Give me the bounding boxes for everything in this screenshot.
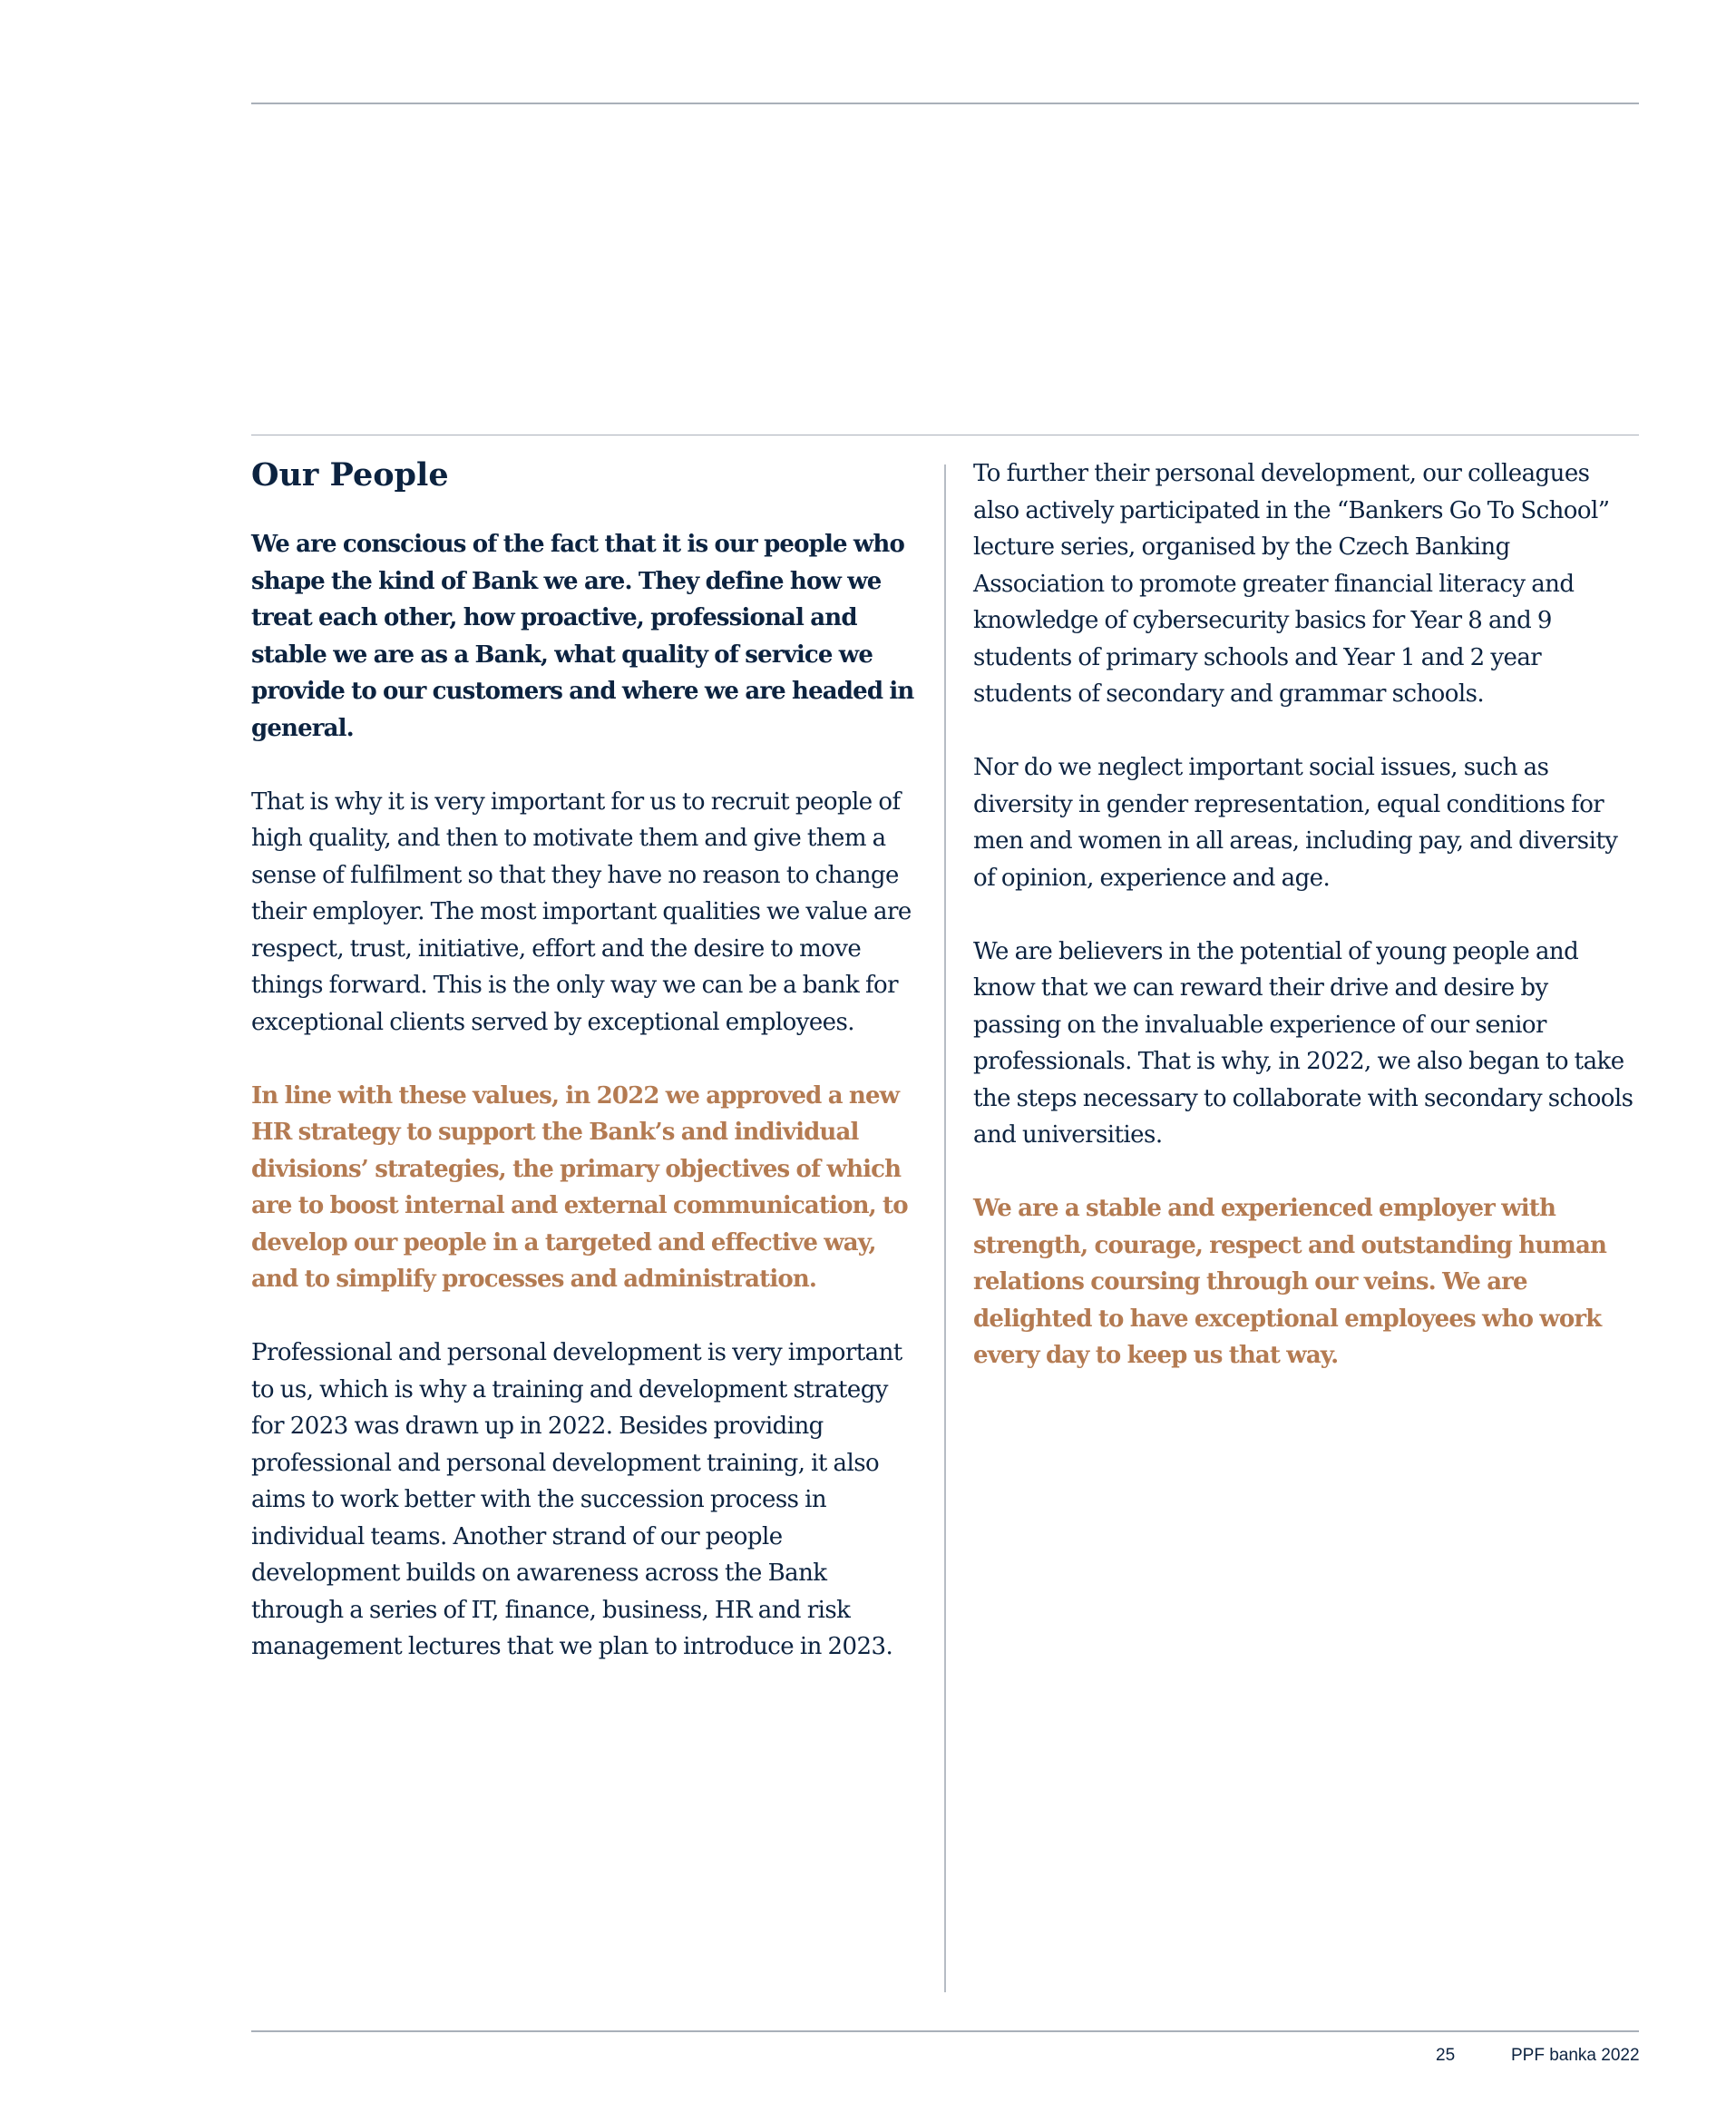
right-column [973,454,1640,1411]
publication-name: PPF banka 2022 [1511,2046,1640,2065]
left-column [251,454,918,1702]
development-paragraph: Professional and personal development is very important to us, which is why a training and development strategy for 2023 was drawn up in 2022. Besides providing professional and personal development training, it also aims to work better with the succession process in individual teams. Another strand of our people development builds on awareness across the Bank through a series of IT, finance, business, HR and risk management lectures that we plan to introduce in 2023. [251,1339,902,1660]
page-number: 25 [1436,2046,1456,2065]
social-issues-paragraph: Nor do we neglect important social issues, such as diversity in gender representation, equal conditions for men and women in all areas, including pay, and diversity of opinion, experience and age. [973,754,1618,892]
young-people-paragraph: We are believers in the potential of young people and know that we can reward their drive and desire by passing on the invaluable experience of our senior professionals. That is why, in 2022, we also began to take the steps necessary to collaborate with secondary schools and universities. [973,937,1634,1149]
employer-highlight: We are a stable and experienced employer with strength, courage, respect and outstanding human relations coursing through our veins. We are delighted to have exceptional employees who work every day to keep us that way. [973,1195,1607,1369]
hr-strategy-highlight: In line with these values, in 2022 we approved a new HR strategy to support the Bank’s and individual divisions’ strategies, the primary objectives of which are to boost internal and external communication, to develop our people in a targeted and effective way, and to simplify processes and administration. [251,1081,908,1293]
section-title: Our People [251,456,449,494]
lead-paragraph: We are conscious of the fact that it is our people who shape the kind of Bank we are. They define how we treat each other, how proactive, professional and stable we are as a Bank, what quality of service we provide to our customers and where we are headed in general. [251,531,914,742]
bankers-go-to-school-paragraph: To further their personal development, our colleagues also actively participated in the “Bankers Go To School” lecture series, organised by the Czech Banking Association to promote greater financial literacy and knowledge of cybersecurity basics for Year 8 and 9 students of primary schools and Year 1 and 2 year students of secondary and grammar schools. [973,460,1610,708]
top-rule [251,103,1639,104]
recruitment-paragraph: That is why it is very important for us to recruit people of high quality, and then to motivate them and give them a sense of fulfilment so that they have no reason to change their employer. The most important qualities we value are respect, trust, initiative, effort and the desire to move things forward. This is the only way we can be a bank for exceptional clients served by exceptional employees. [251,787,912,1036]
column-divider [944,464,946,1992]
footer-rule [251,2030,1639,2032]
